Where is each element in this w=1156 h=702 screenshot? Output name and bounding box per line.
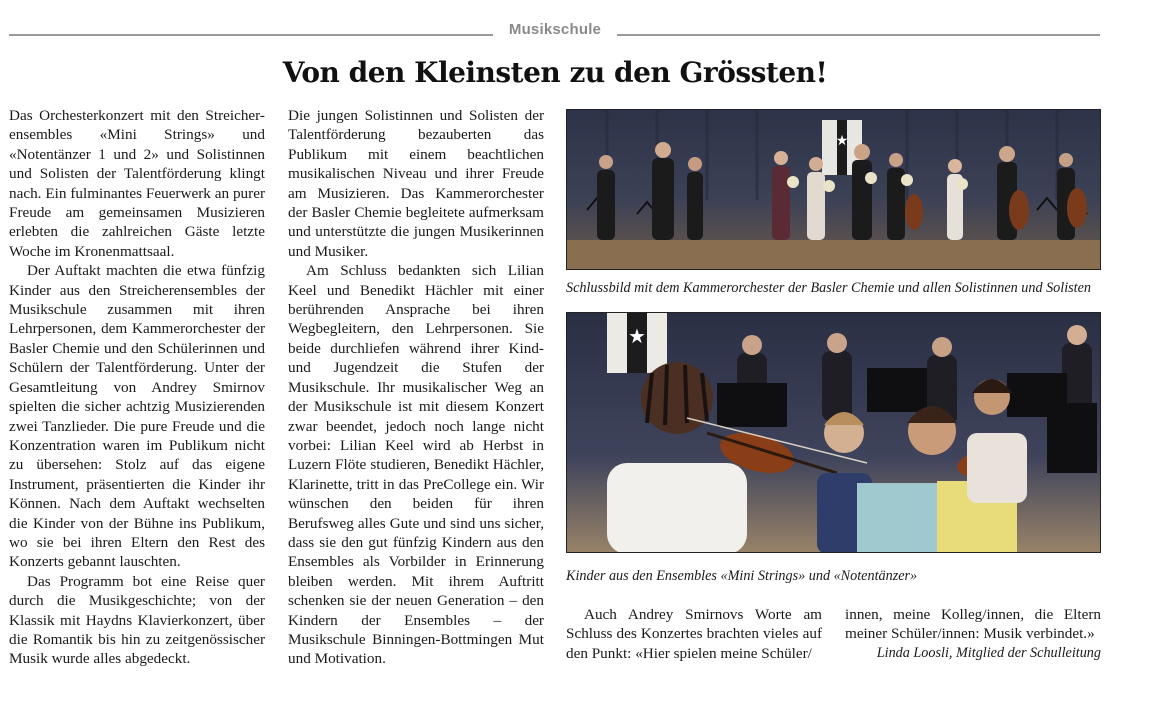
paragraph: Am Schluss bedankten sich Lilian Keel und Benedikt Hächler mit einer berührenden Ansprache bei ihren Wegbegleitern, den Lehrpersonen. Sie beide durchliefen während ihrer Kind- und Jugendzeit die Stufen der Musikschule. Ihr musikalischer Weg an der Musikschule ist mit diesem Konzert zwar beendet, jedoch noch lange nicht vorbei: Lilian Keel wird ab Herbst in Luzern Flöte studieren, Benedikt Hächler, Klarinette, tritt in das PreCollege ein. Wir wünschen den beiden für ihren Berufsweg alles Gute und sind uns sicher, dass sie den gut fünfzig Kindern aus den Ensembles als Vorbilder in Erinnerung bleiben werden. Mit ihrem Auftritt schenken sie der neuen Generation – den Kindern der Ensembles – der Musikschule Binningen-Bottmingen Mut und Motivation. [288, 262, 544, 668]
article-column-3b [845, 605, 1101, 663]
svg-text:★: ★ [628, 324, 646, 348]
photo-caption-1: Schlussbild mit dem Kammerorchester der Basler Chemie und allen Solistinnen und Solisten [566, 280, 1092, 296]
article-title: Von den Kleinsten zu den Grössten! [282, 56, 828, 89]
section-rule-right [617, 34, 1100, 36]
section-rule-left [9, 34, 493, 36]
paragraph: Das Programm bot eine Reise quer durch die Musikgeschichte; von der Klassik mit Haydns Klavierkonzert, über die Romantik bis hin zu zeitgenössischer Musik wurde alles abgedeckt. [9, 572, 265, 668]
paragraph: innen, meine Kolleg/innen, die Eltern meiner Schüler/innen: Musik verbindet.» [845, 606, 1101, 643]
photo-final-bow [566, 109, 1101, 270]
article-column-1 [9, 106, 265, 669]
paragraph: Der Auftakt machten die etwa fünfzig Kinder aus den Streicherensembles der Musikschule zusammen mit ihren Lehrpersonen, dem Kammerorchester der Basler Chemie und den Schülerinnen und Schülern der Talentförderung. Unter der Gesamtleitung von Andrey Smirnov spielten die sicher achtzig Musizierenden zwei Tanzlieder. Die pure Freude und die Konzentration waren im Publikum nicht zu übersehen: Stolz auf das eigene Instrument, präsentierten die Kinder ihr Können. Nach dem Auftakt wechselten die Kinder von der Bühne ins Publikum, wo sie bei ihren Eltern den Rest des Konzerts gebannt lauschten. [9, 262, 265, 571]
photo-children-violins [566, 312, 1101, 553]
paragraph: Die jungen Solistinnen und Solisten der Talentförderung bezauberten das Publikum mit einem beachtlichen musikalischen Niveau und ihrer Freude am Musizieren. Das Kammerorchester der Basler Chemie begleitete aufmerksam und unterstützte die jungen Musikerinnen und Musiker. [288, 107, 544, 260]
svg-text:★: ★ [835, 133, 849, 149]
paragraph: Das Orchesterkonzert mit den Streicher-ensembles «Mini Strings» und «Notentänzer 1 und 2» und Solistinnen und Solisten der Talentförderung klingt nach. Ein fulminantes Feuerwerk an purer Freude am gemeinsamen Musizieren erlebten die zahlreichen Gäste letzte Woche im Kronenmattsaal. [9, 107, 265, 260]
section-label: Musikschule [508, 21, 602, 38]
paragraph: Auch Andrey Smirnovs Worte am Schluss des Konzertes brachten vieles auf den Punkt: «Hier spielen meine Schüler/ [566, 606, 822, 662]
author-signature: Linda Loosli, Mitglied der Schulleitung [876, 644, 1101, 661]
article-column-3a [566, 605, 822, 663]
article-column-2 [288, 106, 544, 669]
photo-caption-2: Kinder aus den Ensembles «Mini Strings» und «Notentänzer» [566, 568, 918, 584]
